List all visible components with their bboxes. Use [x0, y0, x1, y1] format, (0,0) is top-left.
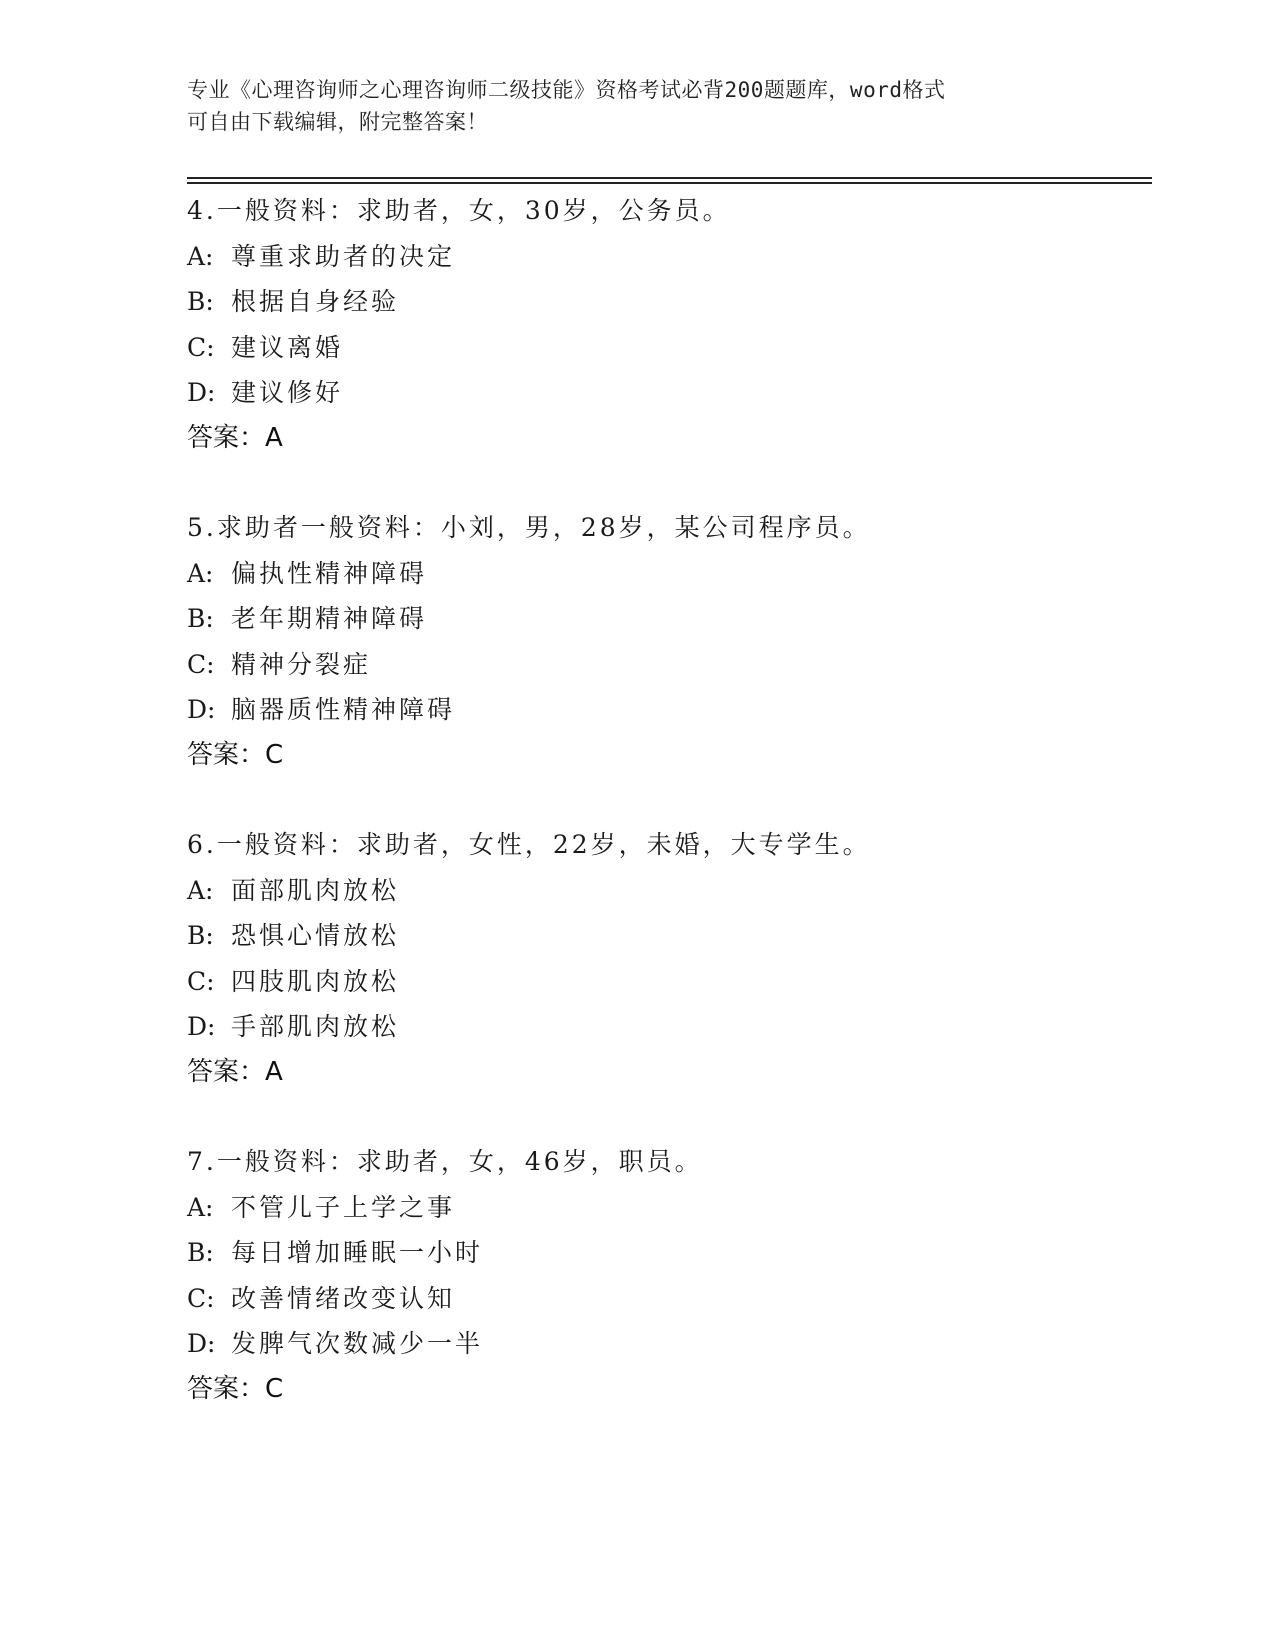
option-letter: B: [187, 921, 214, 950]
option-text: 发脾气次数减少一半 [231, 1329, 484, 1358]
option-text: 尊重求助者的决定 [231, 241, 456, 271]
header-line-1: 专业《心理咨询师之心理咨询师二级技能》资格考试必背200题题库，word格式 [187, 78, 946, 102]
option-letter: B: [187, 1238, 214, 1267]
option-d [187, 1321, 1147, 1367]
option-a [187, 551, 1147, 597]
option-letter: B: [187, 604, 214, 633]
option-text: 手部肌肉放松 [231, 1012, 400, 1041]
option-letter: C: [187, 966, 215, 996]
question-item [187, 505, 1147, 778]
question-item [187, 822, 1147, 1095]
option-letter: C: [187, 1283, 215, 1313]
option-text: 建议离婚 [231, 332, 344, 362]
option-text: 根据自身经验 [231, 287, 400, 316]
option-text: 精神分裂症 [231, 649, 372, 679]
question-stem: 7.一般资料：求助者，女，46岁，职员。 [187, 1147, 703, 1176]
question-stem: 6.一般资料：求助者，女性，22岁，未婚，大专学生。 [187, 830, 871, 859]
question-list [187, 188, 1147, 1456]
question-item [187, 188, 1147, 461]
answer-line: 答案：C [187, 739, 284, 770]
option-d [187, 370, 1147, 416]
option-letter: D: [187, 1012, 216, 1041]
option-letter: A: [187, 558, 214, 588]
option-text: 脑器质性精神障碍 [231, 695, 456, 724]
question-stem: 5.求助者一般资料：小刘，男，28岁，某公司程序员。 [187, 513, 871, 542]
option-b [187, 913, 1147, 959]
answer-line: 答案：A [187, 1056, 283, 1087]
header-divider-bottom [187, 182, 1152, 184]
option-letter: A: [187, 241, 214, 271]
option-a [187, 1185, 1147, 1231]
option-d [187, 687, 1147, 733]
option-b [187, 279, 1147, 325]
answer-line: 答案：C [187, 1373, 284, 1404]
option-letter: A: [187, 875, 214, 905]
option-text: 每日增加睡眠一小时 [231, 1238, 484, 1267]
header-divider-top [187, 177, 1152, 179]
option-b [187, 596, 1147, 642]
question-stem: 4.一般资料：求助者，女，30岁，公务员。 [187, 196, 731, 225]
option-c [187, 959, 1147, 1005]
question-item [187, 1139, 1147, 1412]
document-header [187, 74, 1087, 138]
option-b [187, 1230, 1147, 1276]
option-letter: A: [187, 1192, 214, 1222]
option-letter: D: [187, 1329, 216, 1358]
option-a [187, 868, 1147, 914]
option-text: 偏执性精神障碍 [231, 558, 428, 588]
option-a [187, 234, 1147, 280]
option-d [187, 1004, 1147, 1050]
option-text: 不管儿子上学之事 [231, 1192, 456, 1222]
answer-line: 答案：A [187, 422, 283, 453]
option-text: 改善情绪改变认知 [231, 1283, 456, 1313]
option-text: 面部肌肉放松 [231, 875, 400, 905]
header-line-2: 可自由下载编辑，附完整答案！ [187, 110, 488, 134]
option-letter: C: [187, 649, 215, 679]
option-c [187, 1276, 1147, 1322]
option-text: 四肢肌肉放松 [231, 966, 400, 996]
option-letter: D: [187, 378, 216, 407]
option-letter: B: [187, 287, 214, 316]
option-text: 建议修好 [231, 378, 344, 407]
option-text: 老年期精神障碍 [231, 604, 428, 633]
option-c [187, 325, 1147, 371]
option-c [187, 642, 1147, 688]
option-letter: D: [187, 695, 216, 724]
option-letter: C: [187, 332, 215, 362]
option-text: 恐惧心情放松 [231, 921, 400, 950]
